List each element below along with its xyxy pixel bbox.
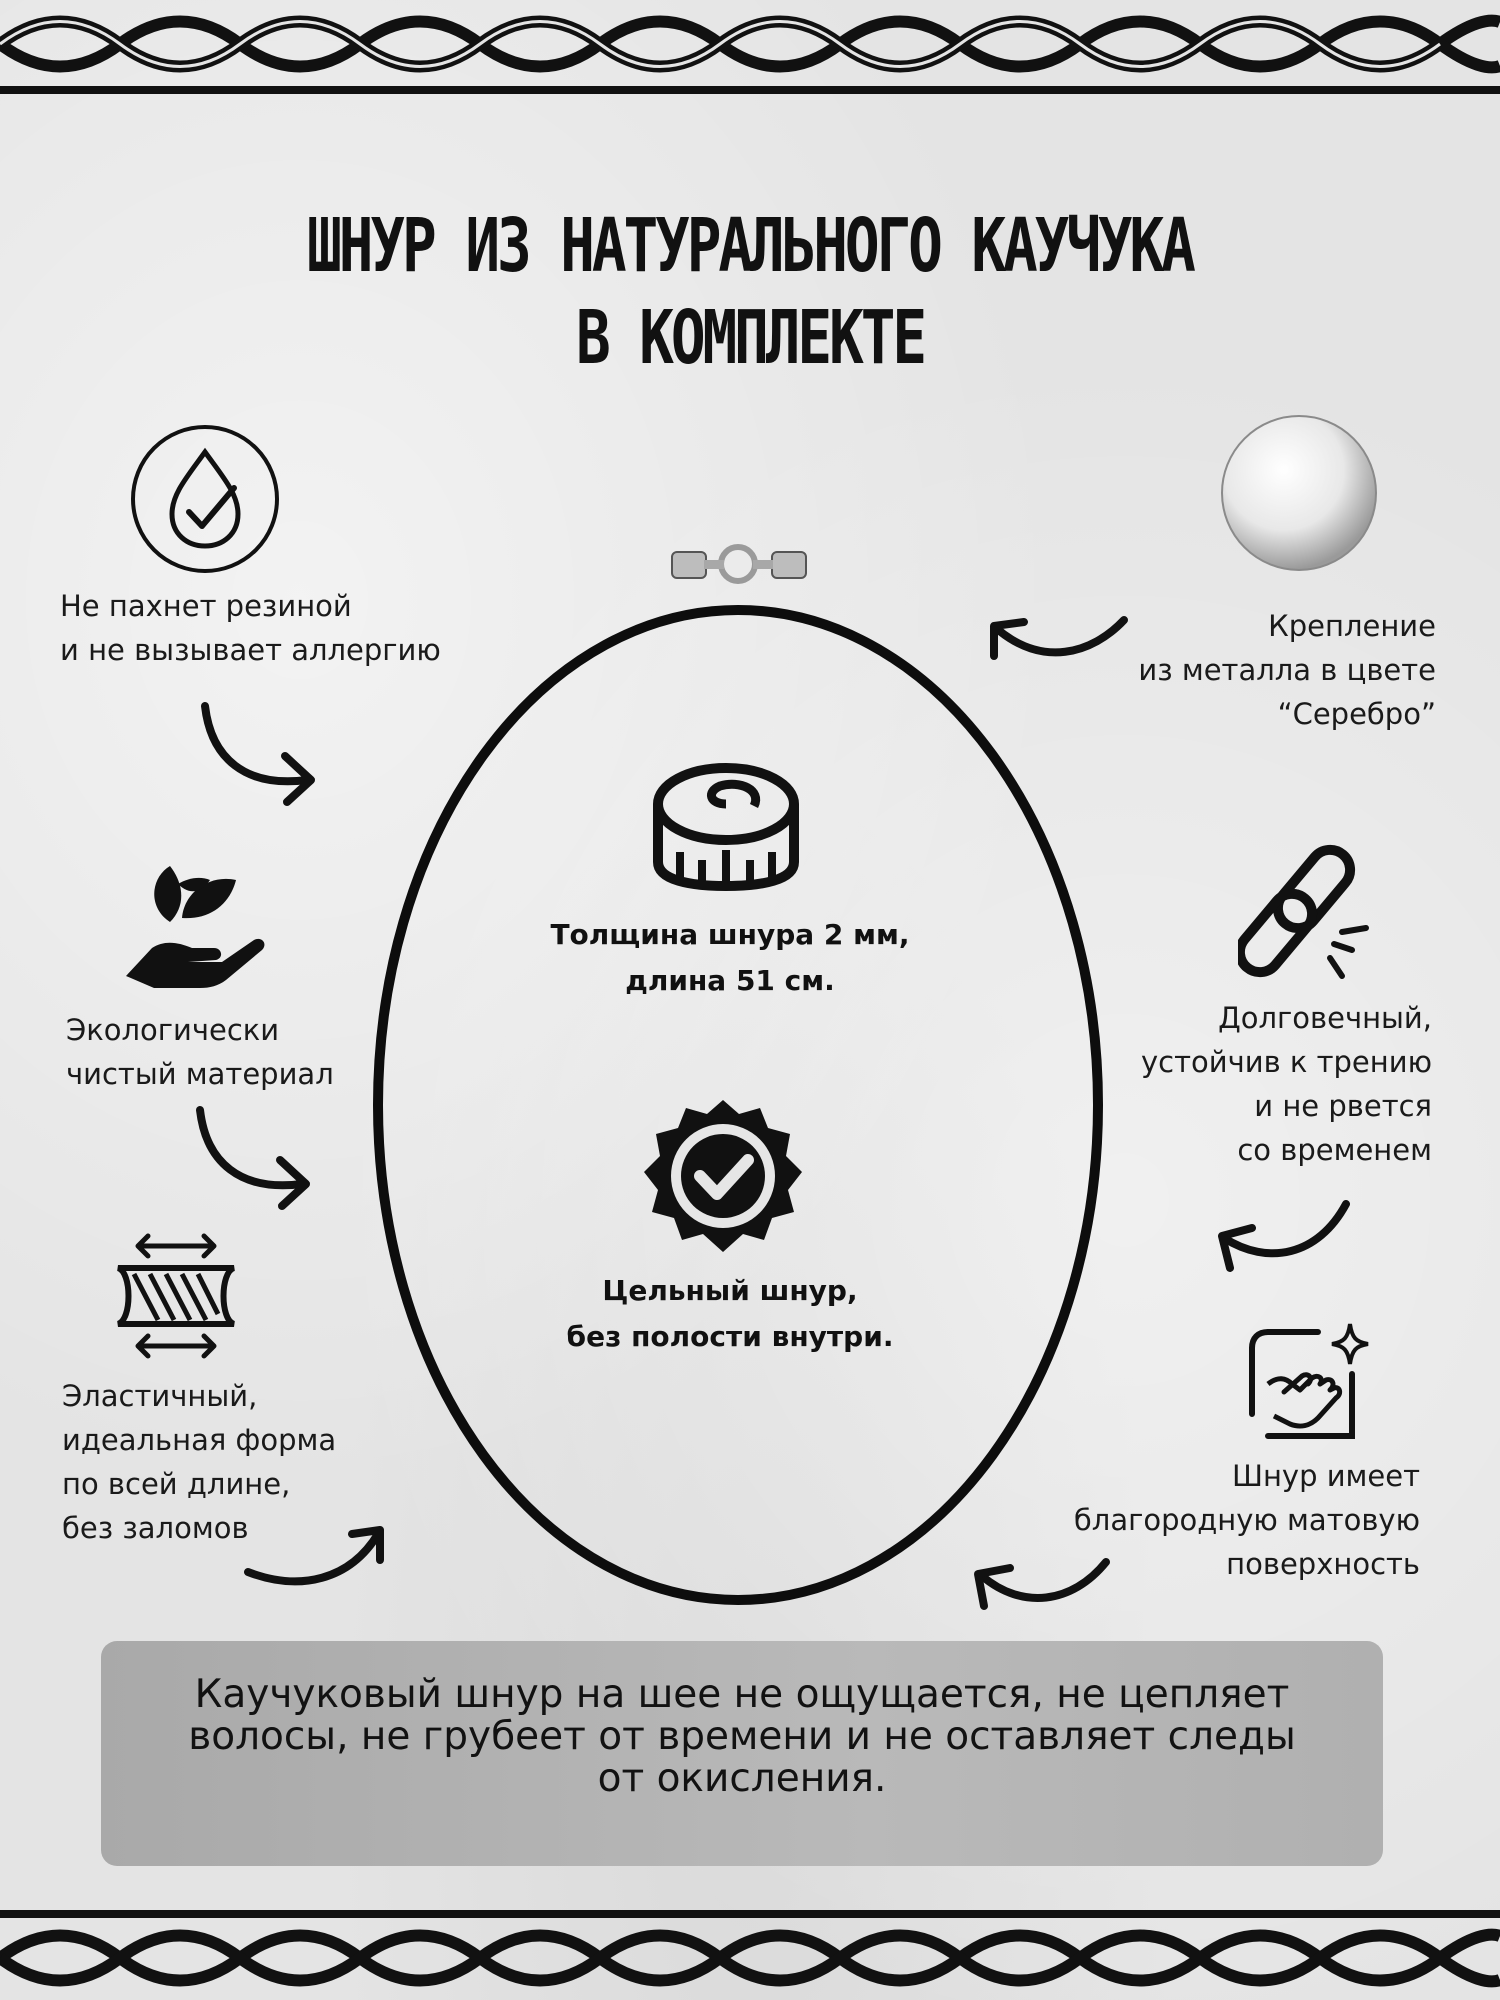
feature-line: идеальная форма xyxy=(62,1423,337,1457)
curved-arrow-icon xyxy=(190,1102,320,1212)
bottom-note-text xyxy=(101,1674,1383,1800)
feature-no-smell xyxy=(60,584,441,672)
note-line: волосы, не грубеет от времени и не оставляет следы xyxy=(188,1714,1296,1759)
hand-matte-surface-icon xyxy=(1238,1318,1372,1442)
title-line-1: ШНУР ИЗ НАТУРАЛЬНОГО КАУЧУКА xyxy=(307,203,1193,289)
top-braid-border xyxy=(0,0,1500,100)
elastic-stretch-icon xyxy=(112,1232,240,1360)
feature-eco xyxy=(66,1008,334,1096)
measuring-tape-icon xyxy=(650,762,802,892)
note-line: от окисления. xyxy=(597,1756,887,1801)
feature-line: чистый материал xyxy=(66,1057,334,1091)
feature-line: и не рвется xyxy=(1254,1089,1432,1123)
water-drop-check-icon xyxy=(128,422,282,576)
clasp-icon xyxy=(672,547,806,581)
feature-line: без заломов xyxy=(62,1511,249,1545)
feature-line: из металла в цвете xyxy=(1138,653,1436,687)
feature-line: благородную матовую xyxy=(1073,1503,1420,1537)
silver-sphere-icon xyxy=(1218,412,1380,574)
title-line-2: В КОМПЛЕКТЕ xyxy=(576,295,924,381)
feature-line: Шнур имеет xyxy=(1231,1459,1420,1493)
feature-line: поверхность xyxy=(1226,1547,1420,1581)
hand-with-leaves-icon xyxy=(118,848,268,994)
cord-size-line: Толщина шнура 2 мм, xyxy=(550,918,910,951)
feature-line: Эластичный, xyxy=(62,1379,258,1413)
feature-line: “Серебро” xyxy=(1277,697,1436,731)
feature-line: со временем xyxy=(1237,1133,1432,1167)
feature-line: и не вызывает аллергию xyxy=(60,633,441,667)
feature-line: по всей длине, xyxy=(62,1467,291,1501)
curved-arrow-icon xyxy=(240,1520,390,1600)
feature-line: Крепление xyxy=(1268,609,1436,643)
curved-arrow-icon xyxy=(195,698,325,808)
cord-size-text xyxy=(520,912,940,1004)
cord-size-line: длина 51 см. xyxy=(625,964,835,997)
feature-line: Долговечный, xyxy=(1218,1001,1432,1035)
curved-arrow-icon xyxy=(1208,1196,1356,1276)
curved-arrow-icon xyxy=(982,606,1132,668)
solid-cord-line: без полости внутри. xyxy=(566,1320,894,1353)
page-title xyxy=(282,200,1218,384)
solid-cord-line: Цельный шнур, xyxy=(602,1274,858,1307)
solid-cord-text xyxy=(520,1268,940,1360)
rubber-cord-necklace xyxy=(360,540,1120,1610)
quality-check-badge-icon xyxy=(640,1096,806,1256)
feature-line: Экологически xyxy=(66,1013,280,1047)
feature-durable xyxy=(1050,996,1432,1172)
feature-line: Не пахнет резиной xyxy=(60,589,352,623)
bottom-braid-border xyxy=(0,1900,1500,2000)
note-line: Каучуковый шнур на шее не ощущается, не цепляет xyxy=(194,1672,1290,1717)
feature-line: устойчив к трению xyxy=(1141,1045,1432,1079)
curved-arrow-icon xyxy=(962,1548,1114,1614)
strong-chain-link-icon xyxy=(1238,840,1380,986)
